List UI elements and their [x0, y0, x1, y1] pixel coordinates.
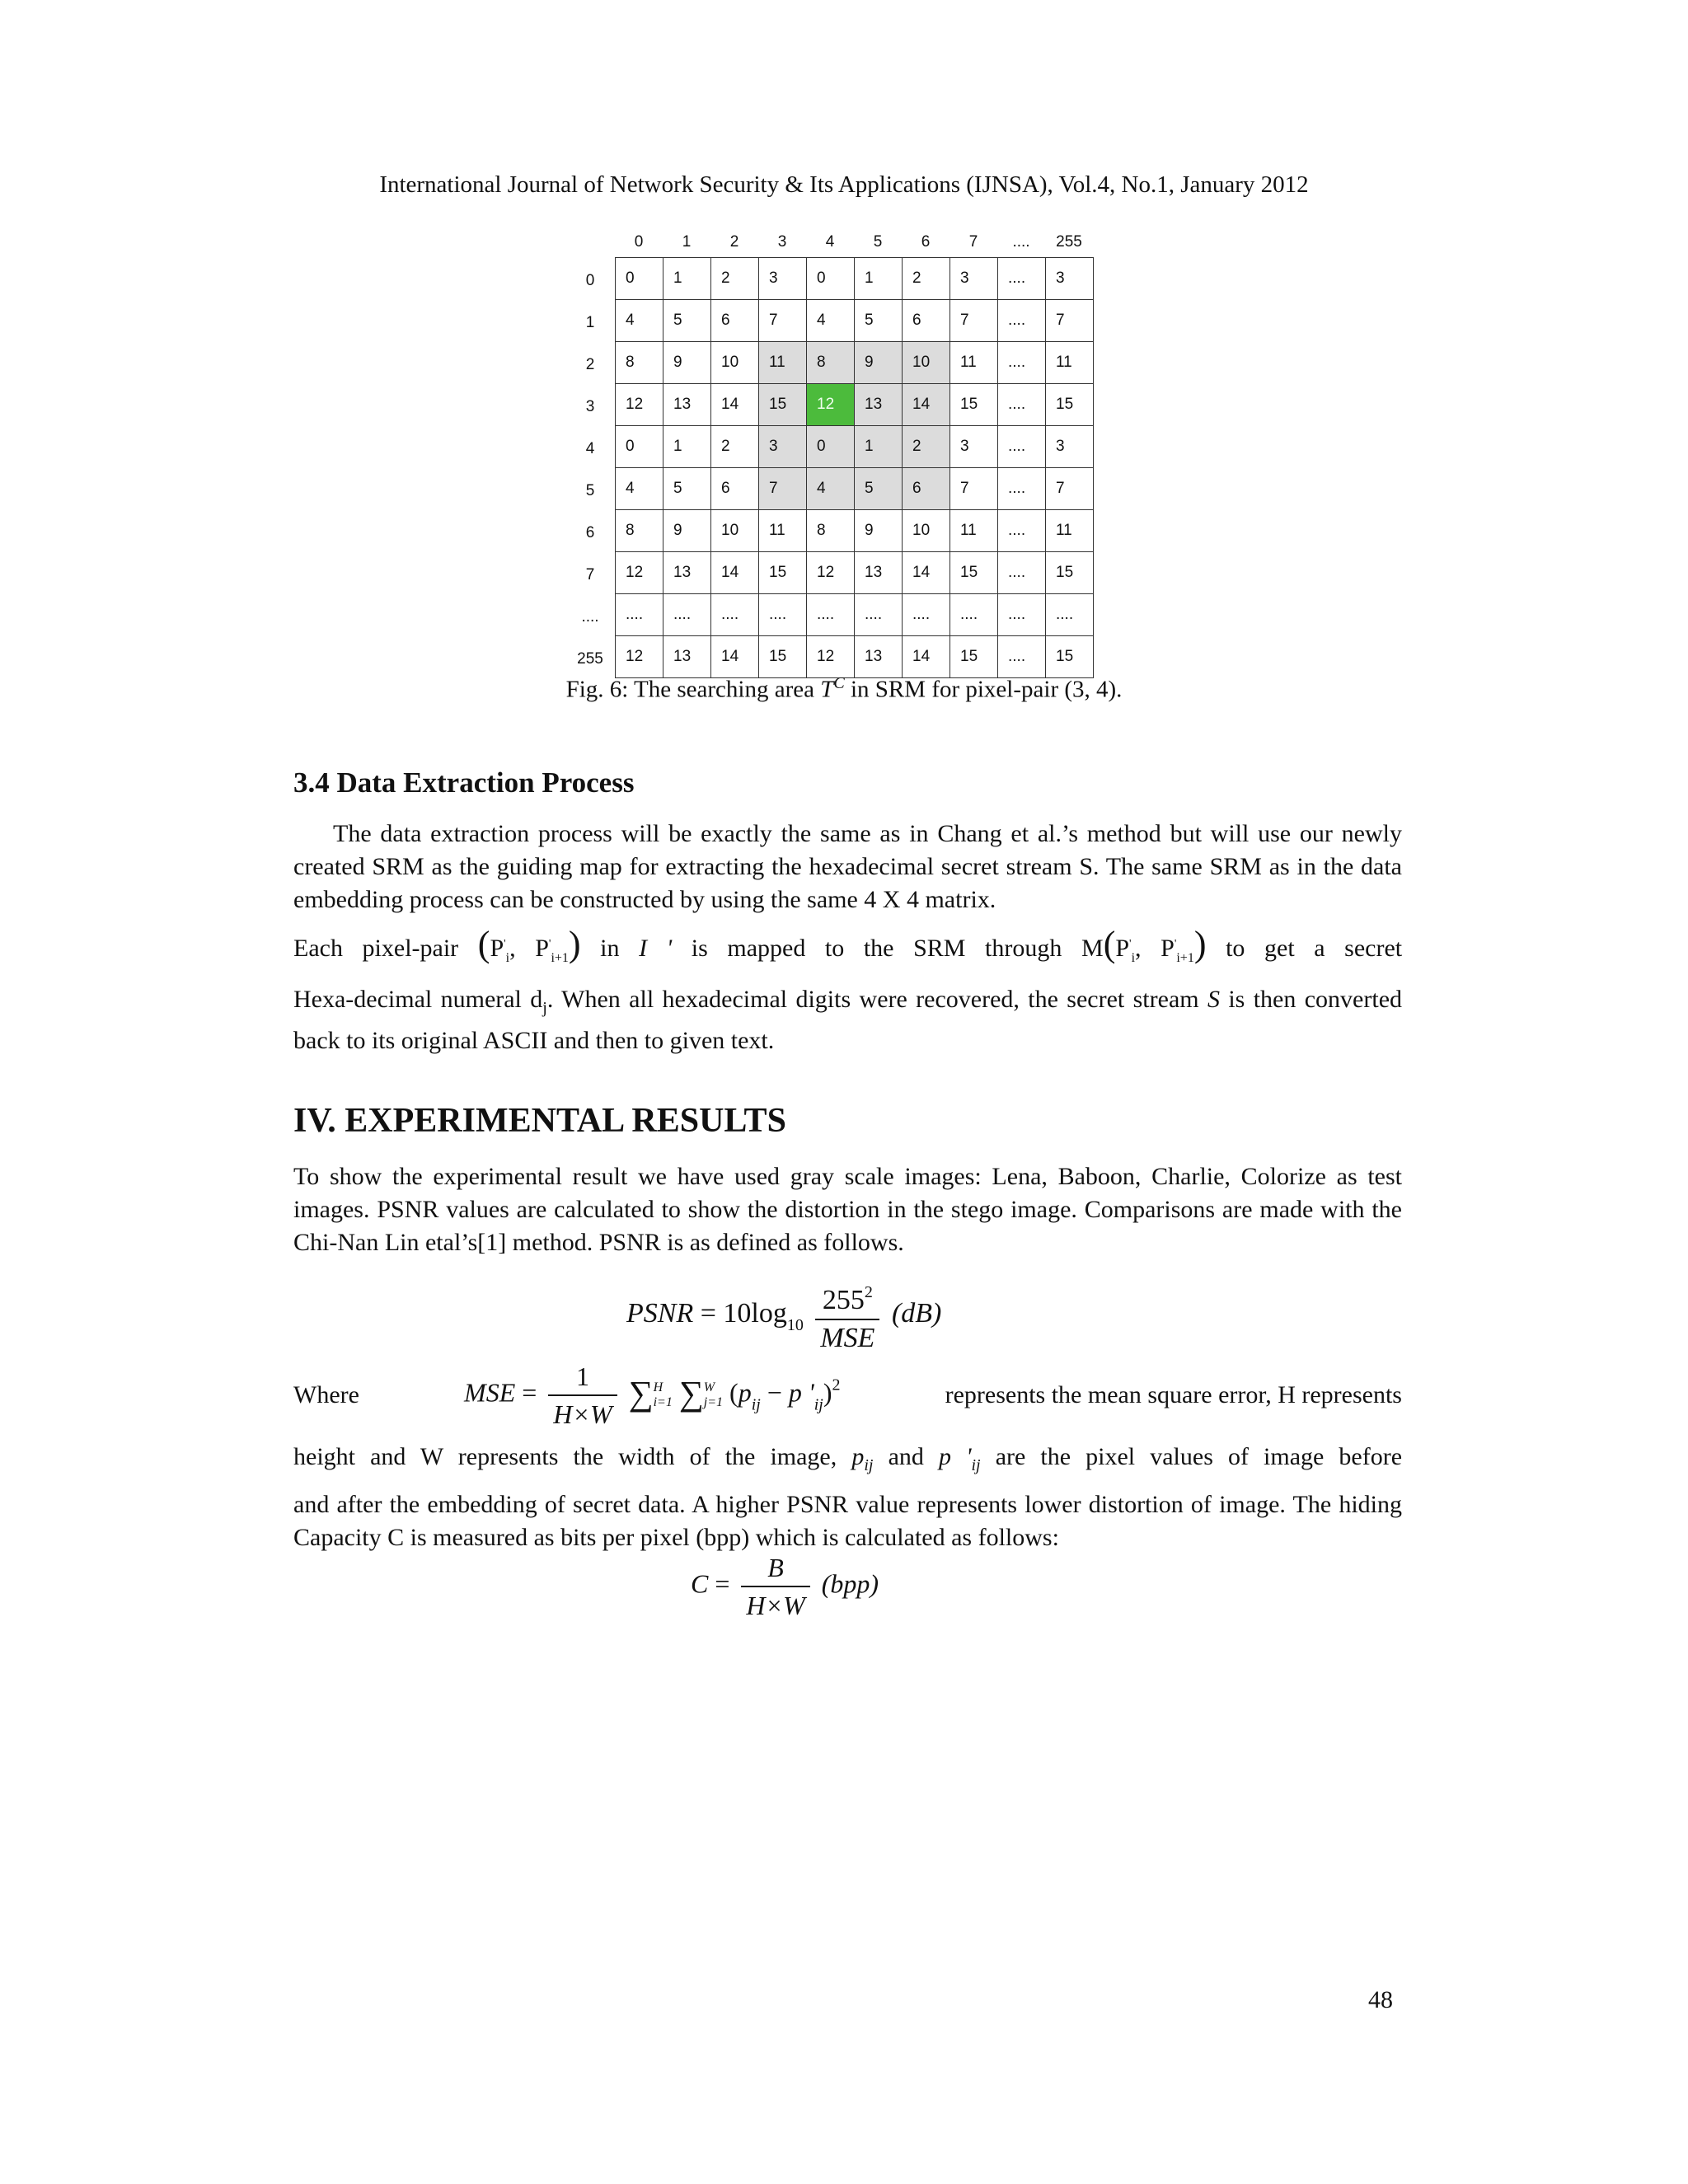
psnr-denominator: MSE — [820, 1323, 875, 1353]
srm-cell: .... — [998, 384, 1046, 426]
psnr-lhs: PSNR — [626, 1297, 694, 1329]
figure-caption — [0, 674, 1688, 704]
text-height-width: height and W represents the width of the image, — [293, 1443, 852, 1470]
srm-cell: 4 — [807, 468, 855, 510]
psnr-unit: (dB) — [891, 1297, 942, 1329]
capacity-equation — [691, 1549, 879, 1624]
srm-cell: 5 — [663, 468, 711, 510]
mse-p: p — [738, 1377, 752, 1408]
text-hexa: Hexa-decimal numeral d — [293, 986, 543, 1013]
srm-cell: 3 — [759, 426, 807, 468]
srm-cell: 15 — [950, 636, 998, 678]
srm-cell: 8 — [616, 342, 663, 384]
symbol-j: j — [542, 999, 547, 1017]
paren-close: ) — [823, 1377, 832, 1408]
psnr-numerator — [815, 1274, 879, 1320]
text-and: and — [888, 1443, 924, 1470]
srm-cell: 13 — [663, 636, 711, 678]
column-header: 2 — [729, 233, 739, 251]
row-header: 0 — [585, 272, 595, 289]
hexa-line — [293, 983, 1402, 1057]
results-text: To show the experimental result we have used gray scale images: Lena, Baboon, Charlie, Colorize as test images. PSNR values are calculated to show the distortion in the stego image. Comparisons are made with the Chi-Nan Lin etal’s[1] method. PSNR is as defined as follows. — [293, 1163, 1402, 1256]
srm-cell: 5 — [855, 468, 903, 510]
column-header: 5 — [873, 233, 883, 251]
results-paragraph — [293, 1160, 1402, 1259]
mse-description: represents the mean square error, H represents — [945, 1381, 1402, 1408]
srm-cell: 13 — [663, 552, 711, 594]
srm-row — [616, 384, 1094, 426]
srm-cell: 12 — [616, 384, 663, 426]
srm-cell: 14 — [903, 552, 950, 594]
text-to-get: to get a secret — [1226, 935, 1403, 962]
symbol-prime4: ' — [1174, 938, 1177, 950]
srm-cell: 7 — [950, 468, 998, 510]
column-header: 6 — [921, 233, 931, 251]
srm-cell: 14 — [711, 552, 759, 594]
column-header: 255 — [1056, 233, 1082, 251]
srm-cell: 9 — [663, 342, 711, 384]
symbol-p: P — [490, 935, 504, 962]
srm-cell: 8 — [807, 510, 855, 552]
section-title-iv: IV. EXPERIMENTAL RESULTS — [293, 1102, 786, 1140]
pixel-values-paragraph — [293, 1439, 1402, 1554]
srm-cell: 1 — [663, 258, 711, 300]
srm-cell: 15 — [950, 552, 998, 594]
symbol-p-ij: p — [851, 1443, 865, 1470]
symbol-s: S — [1207, 986, 1220, 1013]
srm-cell: 9 — [855, 342, 903, 384]
sum-symbol-1: ∑ — [628, 1375, 654, 1413]
symbol-image-i: I ' — [639, 935, 673, 962]
row-header: 3 — [585, 398, 595, 415]
srm-cell: 7 — [1046, 300, 1094, 342]
srm-table — [615, 257, 1094, 678]
srm-cell: 15 — [759, 636, 807, 678]
column-header: 3 — [777, 233, 787, 251]
srm-cell: 6 — [903, 468, 950, 510]
mse-line — [293, 1358, 1402, 1432]
text-mapped: is mapped to the SRM through — [691, 935, 1062, 962]
mse-p-prime: p ' — [788, 1377, 814, 1408]
srm-row — [616, 342, 1094, 384]
paren-open: ( — [729, 1377, 738, 1408]
cap-eq: = — [715, 1568, 730, 1599]
srm-cell: 0 — [807, 258, 855, 300]
srm-cell: 2 — [903, 426, 950, 468]
srm-row — [616, 300, 1094, 342]
pixel-pair-line: Each pixel-pair ($P'_i$, $P'_{i+1}$) in I ' is mapped to the SRM through $M(P'_i$, $P'_{i+1}$) to get a secret — [293, 924, 1403, 965]
srm-cell: .... — [1046, 594, 1094, 636]
srm-cell: 12 — [807, 552, 855, 594]
sum2-top: W — [703, 1380, 715, 1394]
srm-cell: 2 — [711, 426, 759, 468]
mse-fraction — [548, 1358, 617, 1432]
srm-cell: 7 — [759, 468, 807, 510]
mse-exp: 2 — [832, 1376, 841, 1394]
srm-cell: .... — [711, 594, 759, 636]
row-header: 255 — [577, 650, 603, 668]
srm-cell: 14 — [711, 384, 759, 426]
caption-text-end: in SRM for pixel-pair (3, 4). — [844, 676, 1123, 703]
symbol-p3: P — [1115, 935, 1130, 962]
srm-cell: 3 — [950, 258, 998, 300]
srm-cell: 11 — [950, 510, 998, 552]
srm-cell: 2 — [903, 258, 950, 300]
text-in: in — [600, 935, 620, 962]
srm-cell: 13 — [855, 636, 903, 678]
text-rest2: is then converted back to its original ASCII and then to given text. — [293, 986, 1403, 1054]
srm-cell: .... — [807, 594, 855, 636]
caption-symbol: T — [820, 676, 834, 703]
cap-num: B — [741, 1549, 809, 1587]
symbol-prime3: ' — [1129, 938, 1132, 950]
srm-cell: 12 — [616, 636, 663, 678]
srm-cell: 2 — [711, 258, 759, 300]
srm-cell: 0 — [616, 426, 663, 468]
row-header: 5 — [585, 482, 595, 499]
srm-cell: .... — [998, 468, 1046, 510]
srm-cell: 4 — [616, 468, 663, 510]
symbol-i-plus-1-2: i+1 — [1176, 951, 1194, 965]
sum2-bottom: j=1 — [703, 1395, 724, 1409]
symbol-i2: i — [1131, 951, 1136, 965]
sum1-top: H — [653, 1380, 663, 1394]
extraction-paragraph — [293, 818, 1402, 1057]
srm-cell: 8 — [807, 342, 855, 384]
srm-cell: 11 — [1046, 342, 1094, 384]
section-title-3-4: 3.4 Data Extraction Process — [293, 766, 635, 799]
symbol-i: i — [505, 951, 510, 965]
mse-ij2: ij — [814, 1395, 823, 1414]
srm-cell: 3 — [1046, 426, 1094, 468]
column-header: 7 — [968, 233, 978, 251]
psnr-num-exp: 2 — [864, 1283, 873, 1301]
symbol-p-prime-ij: p ' — [938, 1443, 972, 1470]
column-header: 1 — [682, 233, 692, 251]
psnr-capacity-text: and after the embedding of secret data. A higher PSNR value represents lower distortion of image. The hiding Capacity C is measured as bits per pixel (bpp) which is calculated as follows: — [293, 1491, 1402, 1551]
srm-row — [616, 594, 1094, 636]
srm-cell: 1 — [855, 426, 903, 468]
mse-eq: = — [522, 1377, 537, 1408]
text-each-pixel-pair: Each pixel-pair — [293, 935, 459, 962]
psnr-equation — [626, 1274, 941, 1357]
running-header: International Journal of Network Security & Its Applications (IJNSA), Vol.4, No.1, January 2012 — [379, 171, 1309, 198]
srm-cell: 14 — [903, 636, 950, 678]
sum1-bottom: i=1 — [653, 1395, 673, 1409]
srm-cell: .... — [998, 258, 1046, 300]
srm-cell: 12 — [807, 384, 855, 426]
srm-cell: 3 — [1046, 258, 1094, 300]
srm-cell: 6 — [903, 300, 950, 342]
srm-cell: 7 — [759, 300, 807, 342]
mse-minus: − — [767, 1377, 782, 1408]
mse-lhs: MSE — [464, 1377, 516, 1408]
mse-num: 1 — [548, 1358, 617, 1396]
cap-unit: (bpp) — [821, 1568, 879, 1599]
srm-cell: 10 — [903, 510, 950, 552]
srm-row — [616, 468, 1094, 510]
symbol-ij2: ij — [971, 1456, 981, 1474]
srm-cell: 5 — [663, 300, 711, 342]
srm-cell: 11 — [950, 342, 998, 384]
symbol-prime2: ' — [548, 938, 551, 950]
srm-cell: 10 — [711, 510, 759, 552]
srm-cell: 9 — [855, 510, 903, 552]
cap-fraction — [741, 1549, 809, 1624]
text-pixel-values: are the pixel values of image before — [995, 1443, 1403, 1470]
srm-cell: 14 — [711, 636, 759, 678]
srm-cell: 0 — [807, 426, 855, 468]
srm-cell: 15 — [1046, 636, 1094, 678]
srm-row — [616, 636, 1094, 678]
psnr-num: 255 — [822, 1285, 865, 1315]
psnr-log: log — [751, 1297, 787, 1329]
symbol-i-plus-1: i+1 — [551, 951, 569, 965]
srm-cell: 3 — [759, 258, 807, 300]
row-header: 7 — [585, 566, 595, 583]
caption-superscript: C — [833, 674, 845, 692]
srm-figure — [567, 227, 1128, 673]
srm-cell: .... — [998, 552, 1046, 594]
srm-cell: 4 — [616, 300, 663, 342]
srm-row — [616, 258, 1094, 300]
text-where: Where — [293, 1381, 359, 1408]
srm-cell: 15 — [759, 384, 807, 426]
srm-cell: 6 — [711, 300, 759, 342]
psnr-fraction — [815, 1274, 879, 1357]
srm-cell: 12 — [807, 636, 855, 678]
srm-cell: .... — [950, 594, 998, 636]
srm-cell: .... — [998, 510, 1046, 552]
srm-cell: 10 — [711, 342, 759, 384]
row-header: 2 — [585, 356, 595, 373]
srm-cell: 13 — [855, 384, 903, 426]
symbol-ij: ij — [864, 1456, 874, 1474]
srm-cell: .... — [663, 594, 711, 636]
srm-row — [616, 510, 1094, 552]
srm-cell: 8 — [616, 510, 663, 552]
symbol-m: M — [1081, 935, 1104, 962]
row-header: 1 — [585, 314, 595, 331]
cap-lhs: C — [691, 1568, 709, 1599]
mse-ij: ij — [751, 1395, 761, 1414]
srm-cell: 7 — [1046, 468, 1094, 510]
srm-cell: .... — [998, 594, 1046, 636]
srm-cell: 3 — [950, 426, 998, 468]
srm-cell: 4 — [807, 300, 855, 342]
srm-cell: .... — [998, 426, 1046, 468]
pixel-values-line — [293, 1439, 1402, 1483]
symbol-p4: P — [1160, 935, 1175, 962]
srm-cell: 15 — [759, 552, 807, 594]
srm-cell: 5 — [855, 300, 903, 342]
srm-cell: 9 — [663, 510, 711, 552]
srm-cell: 13 — [855, 552, 903, 594]
srm-cell: 15 — [1046, 384, 1094, 426]
caption-text: Fig. 6: The searching area — [565, 676, 821, 703]
srm-cell: 10 — [903, 342, 950, 384]
row-header: 4 — [585, 440, 595, 457]
srm-cell: 11 — [759, 342, 807, 384]
srm-cell: 6 — [711, 468, 759, 510]
srm-cell: .... — [998, 342, 1046, 384]
symbol-comma: , — [509, 935, 516, 962]
srm-cell: 12 — [616, 552, 663, 594]
page-number: 48 — [1368, 1986, 1393, 2013]
srm-cell: 7 — [950, 300, 998, 342]
text-rest1: . When all hexadecimal digits were recovered, the secret stream — [546, 986, 1207, 1013]
sum-symbol-2: ∑ — [678, 1375, 704, 1413]
symbol-p2: P — [535, 935, 549, 962]
mse-equation — [464, 1358, 840, 1432]
cap-den: H×W — [746, 1591, 805, 1620]
srm-cell: 11 — [759, 510, 807, 552]
mse-den: H×W — [553, 1399, 612, 1429]
psnr-log-base: 10 — [786, 1315, 804, 1334]
column-header: 4 — [825, 233, 835, 251]
psnr-ten: 10 — [723, 1297, 752, 1329]
row-header: .... — [581, 608, 599, 626]
psnr-eq: = — [700, 1297, 716, 1329]
extraction-text: The data extraction process will be exactly the same as in Chang et al.’s method but will use our newly created SRM as the guiding map for extracting the hexadecimal secret stream S. The same SRM as in the data embedding process can be constructed by using the same 4 X 4 matrix. — [293, 820, 1402, 913]
symbol-comma2: , — [1135, 935, 1142, 962]
srm-cell: .... — [998, 300, 1046, 342]
srm-cell: .... — [903, 594, 950, 636]
srm-cell: 14 — [903, 384, 950, 426]
srm-row — [616, 426, 1094, 468]
column-header: 0 — [634, 233, 644, 251]
srm-cell: .... — [759, 594, 807, 636]
column-header: .... — [1012, 233, 1030, 251]
srm-cell: 15 — [950, 384, 998, 426]
srm-cell: 11 — [1046, 510, 1094, 552]
srm-cell: 1 — [663, 426, 711, 468]
row-header: 6 — [585, 524, 595, 541]
srm-row — [616, 552, 1094, 594]
srm-cell: 1 — [855, 258, 903, 300]
srm-cell: .... — [616, 594, 663, 636]
srm-cell: .... — [855, 594, 903, 636]
srm-cell: 0 — [616, 258, 663, 300]
symbol-prime: ' — [504, 938, 506, 950]
srm-cell: .... — [998, 636, 1046, 678]
srm-cell: 15 — [1046, 552, 1094, 594]
srm-cell: 13 — [663, 384, 711, 426]
